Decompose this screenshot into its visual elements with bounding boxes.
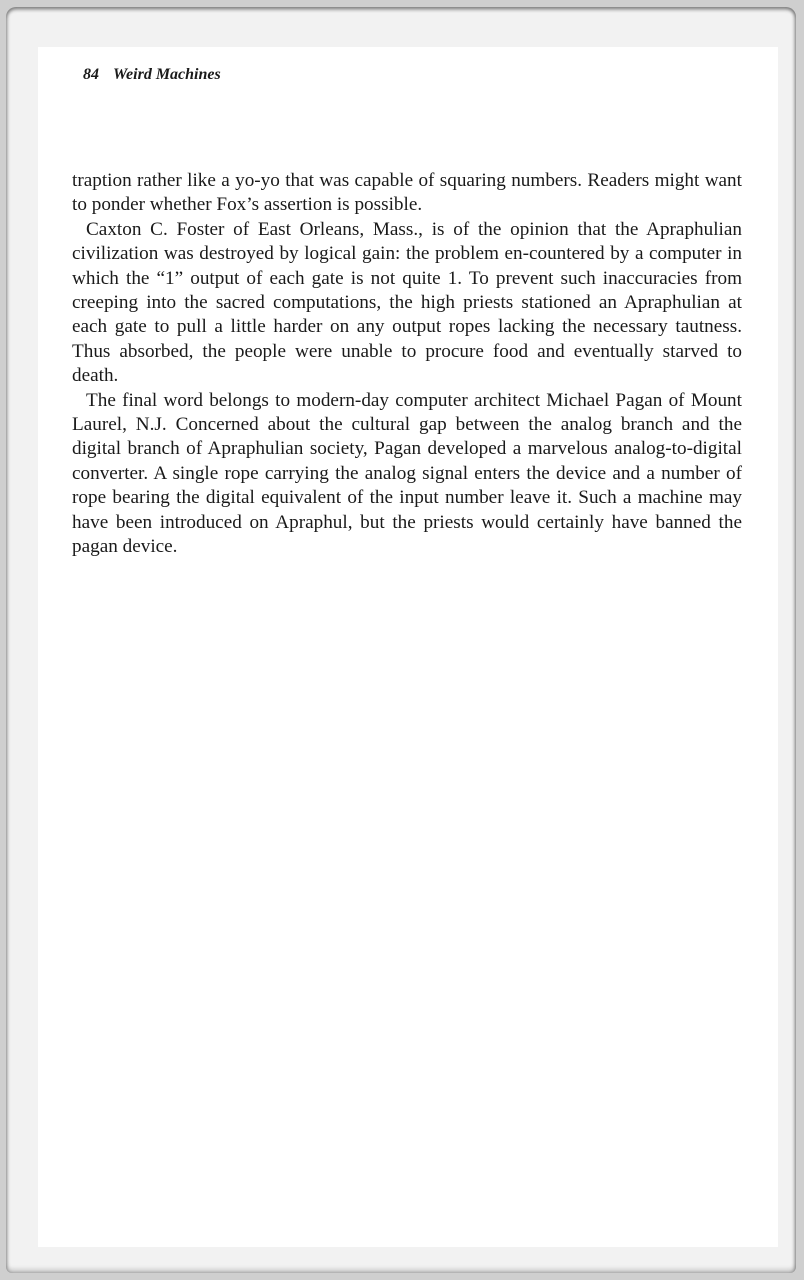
scan-frame	[6, 7, 796, 1273]
paragraph-2: Caxton C. Foster of East Orleans, Mass., is of the opinion that the Apraphulian civilization was destroyed by logical gain: the problem en-countered by a computer in which the “1” output of each gate is not quite 1. To prevent such inaccuracies from creeping into the sacred computations, the high priests stationed an Apraphulian at each gate to pull a little harder on any output ropes lacking the necessary tautness. Thus absorbed, the people were unable to procure food and eventually starved to death.	[72, 218, 742, 387]
paragraph-3: The final word belongs to modern-day computer architect Michael Pagan of Mount Laurel, N.J. Concerned about the cultural gap between the analog branch and the digital branch of Apraphulian society, Pagan developed a marvelous analog-to-digital converter. A single rope carrying the analog signal enters the device and a number of rope bearing the digital equivalent of the input number leave it. Such a machine may have been introduced on Apraphul, but the priests would certainly have banned the pagan device.	[72, 389, 742, 558]
running-title: Weird Machines	[113, 66, 221, 83]
book-page	[38, 47, 778, 1247]
running-head	[83, 66, 221, 84]
page-number: 84	[83, 66, 99, 83]
body-text	[72, 169, 742, 560]
paragraph-1: traption rather like a yo-yo that was capable of squaring numbers. Readers might want to ponder whether Fox’s assertion is possible.	[72, 170, 742, 216]
